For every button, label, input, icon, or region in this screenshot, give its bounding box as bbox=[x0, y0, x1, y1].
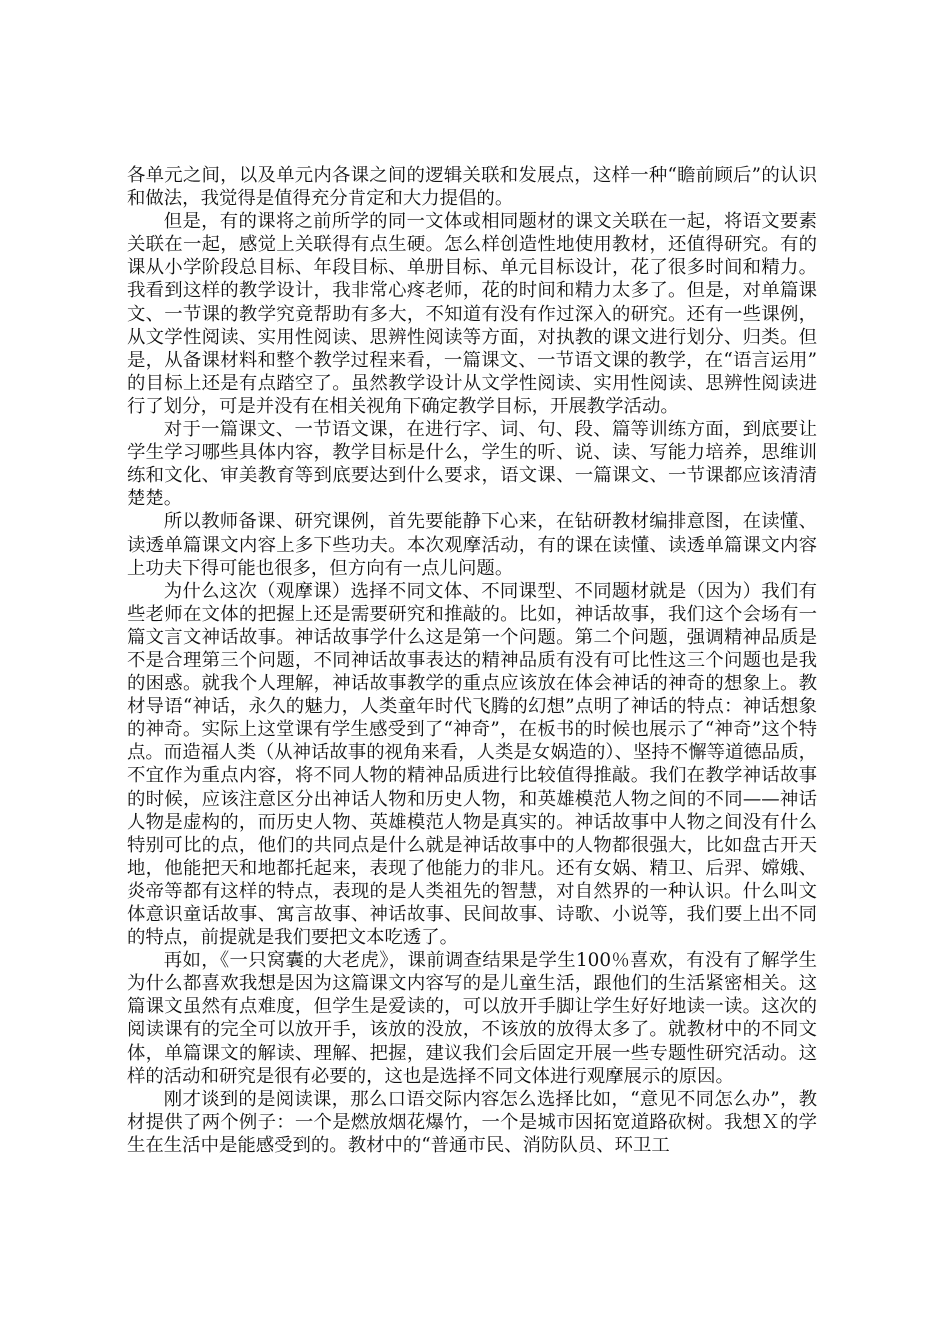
document-page bbox=[127, 164, 817, 1157]
paragraph-3: 对于一篇课文、一节语文课，在进行字、词、句、段、篇等训练方面，到底要让学生学习哪些具体内容，教学目标是什么，学生的听、说、读、写能力培养，思维训练和文化、审美教育等到底要达到什么要求，语文课、一篇课文、一节课都应该清清楚楚。 bbox=[127, 419, 817, 510]
paragraph-4: 所以教师备课、研究课例，首先要能静下心来，在钻研教材编排意图，在读懂、读透单篇课文内容上多下些功夫。本次观摩活动，有的课在读懂、读透单篇课文内容上功夫下得可能也很多，但方向有一点儿问题。 bbox=[127, 511, 817, 579]
paragraph-1: 各单元之间，以及单元内各课之间的逻辑关联和发展点，这样一种“瞻前顾后”的认识和做法，我觉得是值得充分肯定和大力提倡的。 bbox=[127, 165, 817, 210]
paragraph-5: 为什么这次（观摩课）选择不同文体、不同课型、不同题材就是（因为）我们有些老师在文体的把握上还是需要研究和推敲的。比如，神话故事，我们这个会场有一篇文言文神话故事。神话故事学什么这是第一个问题。第二个问题，强调精神品质是不是合理第三个问题，不同神话故事表达的精神品质有没有可比性这三个问题也是我的困惑。就我个人理解，神话故事教学的重点应该放在体会神话的神奇的想象上。教材导语“神话，永久的魅力，人类童年时代飞腾的幻想”点明了神话的特点：神话想象的神奇。实际上这堂课有学生感受到了“神奇”，在板书的时候也展示了“神奇”这个特点。而造福人类（从神话故事的视角来看，人类是女娲造的）、坚持不懈等道德品质，不宜作为重点内容，将不同人物的精神品质进行比较值得推敲。我们在教学神话故事的时候，应该注意区分出神话人物和历史人物，和英雄模范人物之间的不同——神话人物是虚构的，而历史人物、英雄模范人物是真实的。神话故事中人物之间没有什么特别可比的点，他们的共同点是什么就是神话故事中的人物都很强大，比如盘古开天地，他能把天和地都托起来，表现了他能力的非凡。还有女娲、精卫、后羿、嫦娥、炎帝等都有这样的特点，表现的是人类祖先的智慧，对自然界的一种认识。什么叫文体意识童话故事、寓言故事、神话故事、民间故事、诗歌、小说等，我们要上出不同的特点，前提就是我们要把文本吃透了。 bbox=[127, 580, 817, 949]
paragraph-7: 刚才谈到的是阅读课，那么口语交际内容怎么选择比如，“意见不同怎么办”，教材提供了两个例子：一个是燃放烟花爆竹，一个是城市因拓宽道路砍树。我想Ｘ的学生在生活中是能感受到的。教材中的“普通市民、消防队员、环卫工 bbox=[127, 1088, 817, 1156]
paragraph-2: 但是，有的课将之前所学的同一文体或相同题材的课文关联在一起，将语文要素关联在一起，感觉上关联得有点生硬。怎么样创造性地使用教材，还值得研究。有的课从小学阶段总目标、年段目标、单册目标、单元目标设计，花了很多时间和精力。我看到这样的教学设计，我非常心疼老师，花的时间和精力太多了。但是，对单篇课文、一节课的教学究竟帮助有多大，不知道有没有作过深入的研究。还有一些课例，从文学性阅读、实用性阅读、思辨性阅读等方面，对执教的课文进行划分、归类。但是，从备课材料和整个教学过程来看，一篇课文、一节语文课的教学，在“语言运用”的目标上还是有点踏空了。虽然教学设计从文学性阅读、实用性阅读、思辨性阅读进行了划分，可是并没有在相关视角下确定教学目标，开展教学活动。 bbox=[127, 211, 817, 417]
paragraph-6: 再如，《一只窝囊的大老虎》，课前调查结果是学生100％喜欢，有没有了解学生为什么都喜欢我想是因为这篇课文内容写的是儿童生活，跟他们的生活紧密相关。这篇课文虽然有点难度，但学生是爱读的，可以放开手脚让学生好好地读一读。这次的阅读课有的完全可以放开手，该放的没放，不该放的放得太多了。就教材中的不同文体，单篇课文的解读、理解、把握，建议我们会后固定开展一些专题性研究活动。这样的活动和研究是很有必要的，这也是选择不同文体进行观摩展示的原因。 bbox=[127, 950, 817, 1087]
